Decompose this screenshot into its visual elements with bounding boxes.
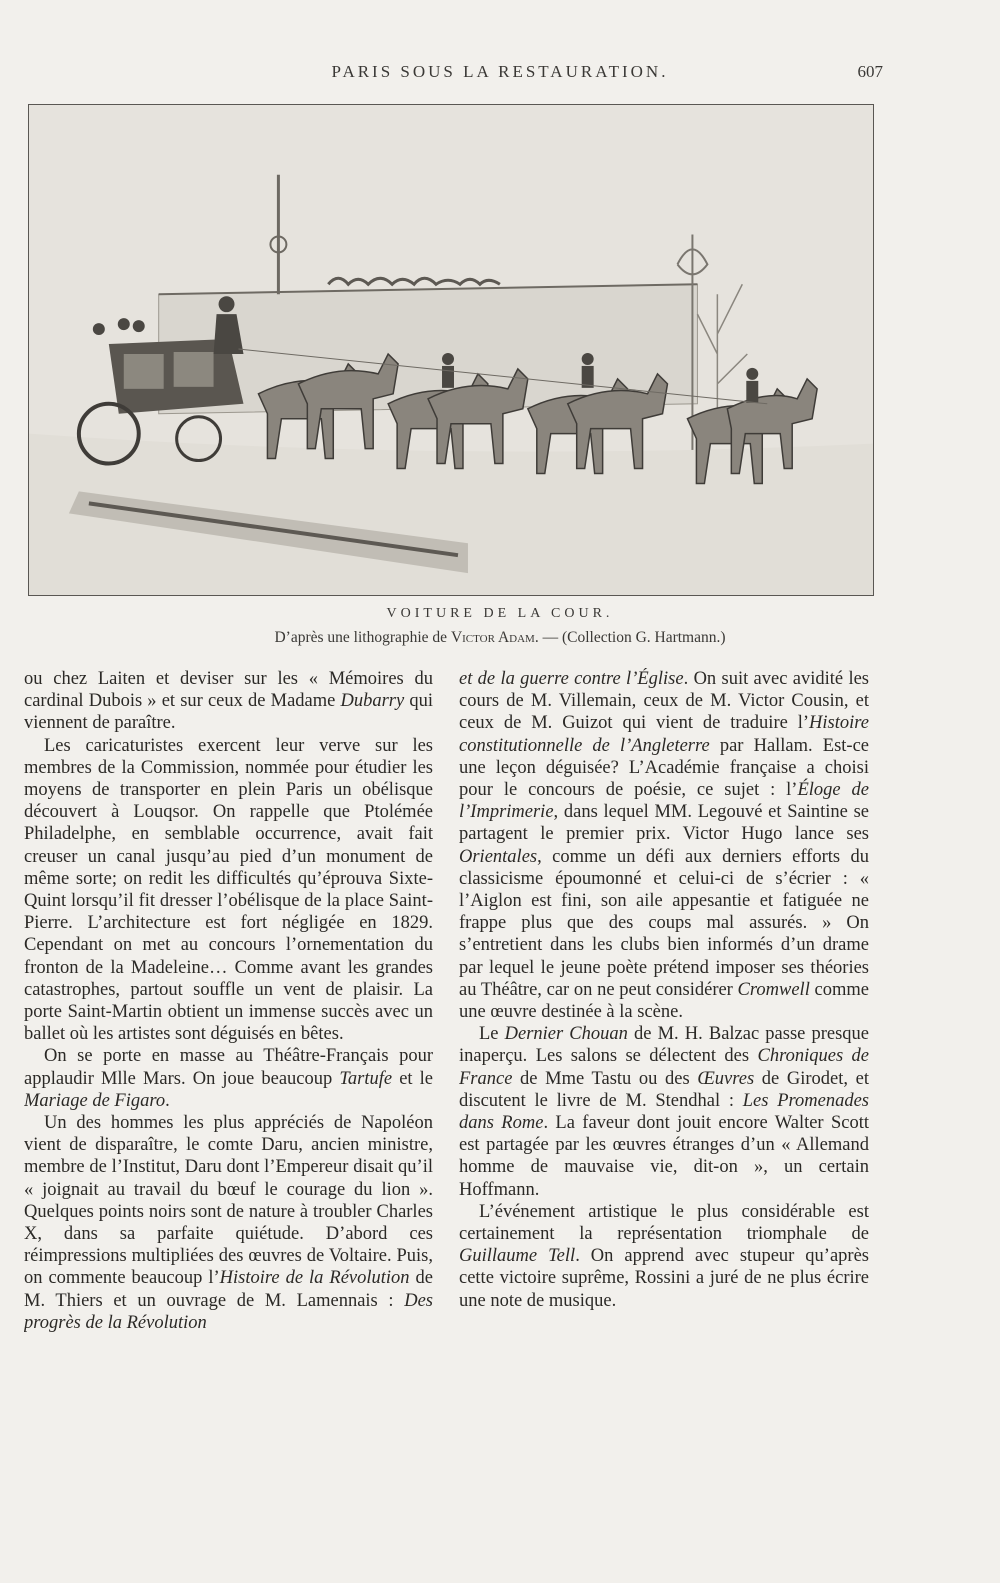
italic-title: Chroniques de France (459, 1046, 869, 1089)
italic-title: Tartufe (339, 1068, 393, 1089)
text-column-left (24, 668, 433, 1428)
running-title: PARIS SOUS LA RESTAURATION. (331, 62, 669, 81)
text-run: comme une œuvre destinée à la scène. (459, 979, 869, 1023)
figure-caption-title: VOITURE DE LA COUR. (386, 606, 614, 621)
text-run: de Mme Tastu ou des (512, 1068, 698, 1089)
text-run: de Girodet, et discutent le livre de M. Stendhal : (459, 1068, 869, 1111)
text-run: . On suit avec avidité les cours de M. Villemain, ceux de M. Victor Cousin, et ceux de M. Guizot qui vient de traduire l’ (459, 669, 869, 734)
italic-title: Les Promenades dans Rome (459, 1090, 869, 1134)
text-run: de M. H. Balzac passe presque inaperçu. Les salons se délectent des (459, 1024, 869, 1067)
italic-title: Des progrès de la Révolution (24, 1290, 433, 1333)
paragraph: Les caricaturistes exercent leur verve sur les membres de la Commission, nommée pour étudier les moyens de transporter en plein Paris un obélisque découvert à Louqsor. On rappelle que Ptolémée Philadelphe, en semblable occurrence, avait fait creuser un canal jusqu’au pied d’un monument de même sorte; on redit les difficultés qu’éprouva Sixte-Quint lorsqu’il fit dresser l’obélisque de la place Saint-Pierre. L’architecture est fort négligée en 1829. Cependant on met au concours l’ornementation du fronton de la Madeleine… Comme avant les grandes catastrophes, partout souffle un vent de plaisir. La porte Saint-Martin obtient un immense succès avec un ballet où les artistes sont déguisés en bêtes. (24, 735, 433, 1045)
paragraph (459, 1201, 869, 1312)
figure-caption-credit (0, 629, 1000, 647)
carriage-lithograph-illustration (28, 104, 874, 596)
text-run: , dans lequel MM. Legouvé et Saintine se partagent le premier prix. Victor Hugo lance ses (459, 802, 869, 845)
text-run: Le (479, 1024, 505, 1045)
paragraph (24, 1045, 433, 1112)
paragraph (459, 1023, 869, 1201)
italic-title: Histoire de la Révolution (219, 1268, 410, 1289)
paragraph (459, 668, 869, 1023)
caption-prefix: D’après une lithographie de (274, 629, 448, 646)
italic-title: Mariage de Figaro (24, 1090, 166, 1111)
text-run: On se porte en masse au Théâtre-Français pour applaudir Mlle Mars. On joue beaucoup (24, 1046, 433, 1089)
text-run: , comme un défi aux derniers efforts du classicisme époumonné et celui-ci de s’écrier : « l’Aiglon est fini, son aile appesantie et fatiguée ne frappe plus que des coups mal assurés. » On s’entretient dans les clubs bien informés d’un drame par lequel le jeune poète prétend imposer ses théories au Théâtre, car on ne peut considérer (459, 846, 869, 1000)
text-run: qui viennent de paraître. (24, 691, 433, 734)
text-run: ou chez Laiten et deviser sur les « Mémoires du cardinal Dubois » et sur ceux de Madame (24, 669, 433, 712)
caption-artist: Victor Adam (450, 629, 535, 646)
italic-title: Histoire constitutionnelle de l’Angleterre (459, 713, 869, 756)
italic-title: Dernier Chouan (504, 1024, 628, 1045)
text-run: et le (392, 1068, 433, 1089)
paragraph (24, 668, 433, 735)
page-header (0, 62, 1000, 88)
text-column-right (459, 668, 869, 1428)
text-run: Un des hommes les plus appréciés de Napoléon vient de disparaître, le comte Daru, ancien ministre, membre de l’Institut, Daru dont l’Empereur disait qu’il « joignait au travail du bœuf le courage du lion ». Quelques points noirs sont de nature à troubler Charles X, dans sa parfaite quiétude. D’abord ces réimpressions multipliées des œuvres de Voltaire. Puis, on commente beaucoup l’ (24, 1113, 433, 1289)
italic-title: Éloge de l’Imprimerie (459, 780, 869, 823)
italic-title: et de la guerre contre l’Église (459, 669, 684, 689)
caption-suffix: . — (Collection G. Hartmann.) (534, 629, 726, 646)
paragraph (24, 1112, 433, 1334)
text-run: . On apprend avec stupeur qu’après cette victoire suprême, Rossini a juré de ne plus écrire une note de musique. (459, 1246, 869, 1311)
text-run: par Hallam. Est-ce une leçon déguisée? L’Académie française a choisi pour le concours de poésie, ce sujet : l’ (459, 735, 869, 801)
text-run: de M. Thiers et un ouvrage de M. Lamennais : (24, 1268, 433, 1311)
text-run: . (165, 1090, 170, 1111)
italic-title: Dubarry (340, 691, 405, 712)
text-run: L’événement artistique le plus considérable est certainement la représentation triomphale de (459, 1201, 869, 1245)
italic-title: Œuvres (697, 1068, 755, 1089)
italic-title: Orientales (459, 846, 538, 867)
italic-title: Guillaume Tell (459, 1246, 576, 1267)
text-run: . La faveur dont jouit encore Walter Scott est partagée par les œuvres étranges d’un « Allemand homme de mauvaise vie, dit-on », un certain Hoffmann. (459, 1113, 869, 1200)
lithograph-drawing (29, 105, 873, 595)
italic-title: Cromwell (737, 979, 810, 1000)
page-number: 607 (857, 62, 883, 81)
